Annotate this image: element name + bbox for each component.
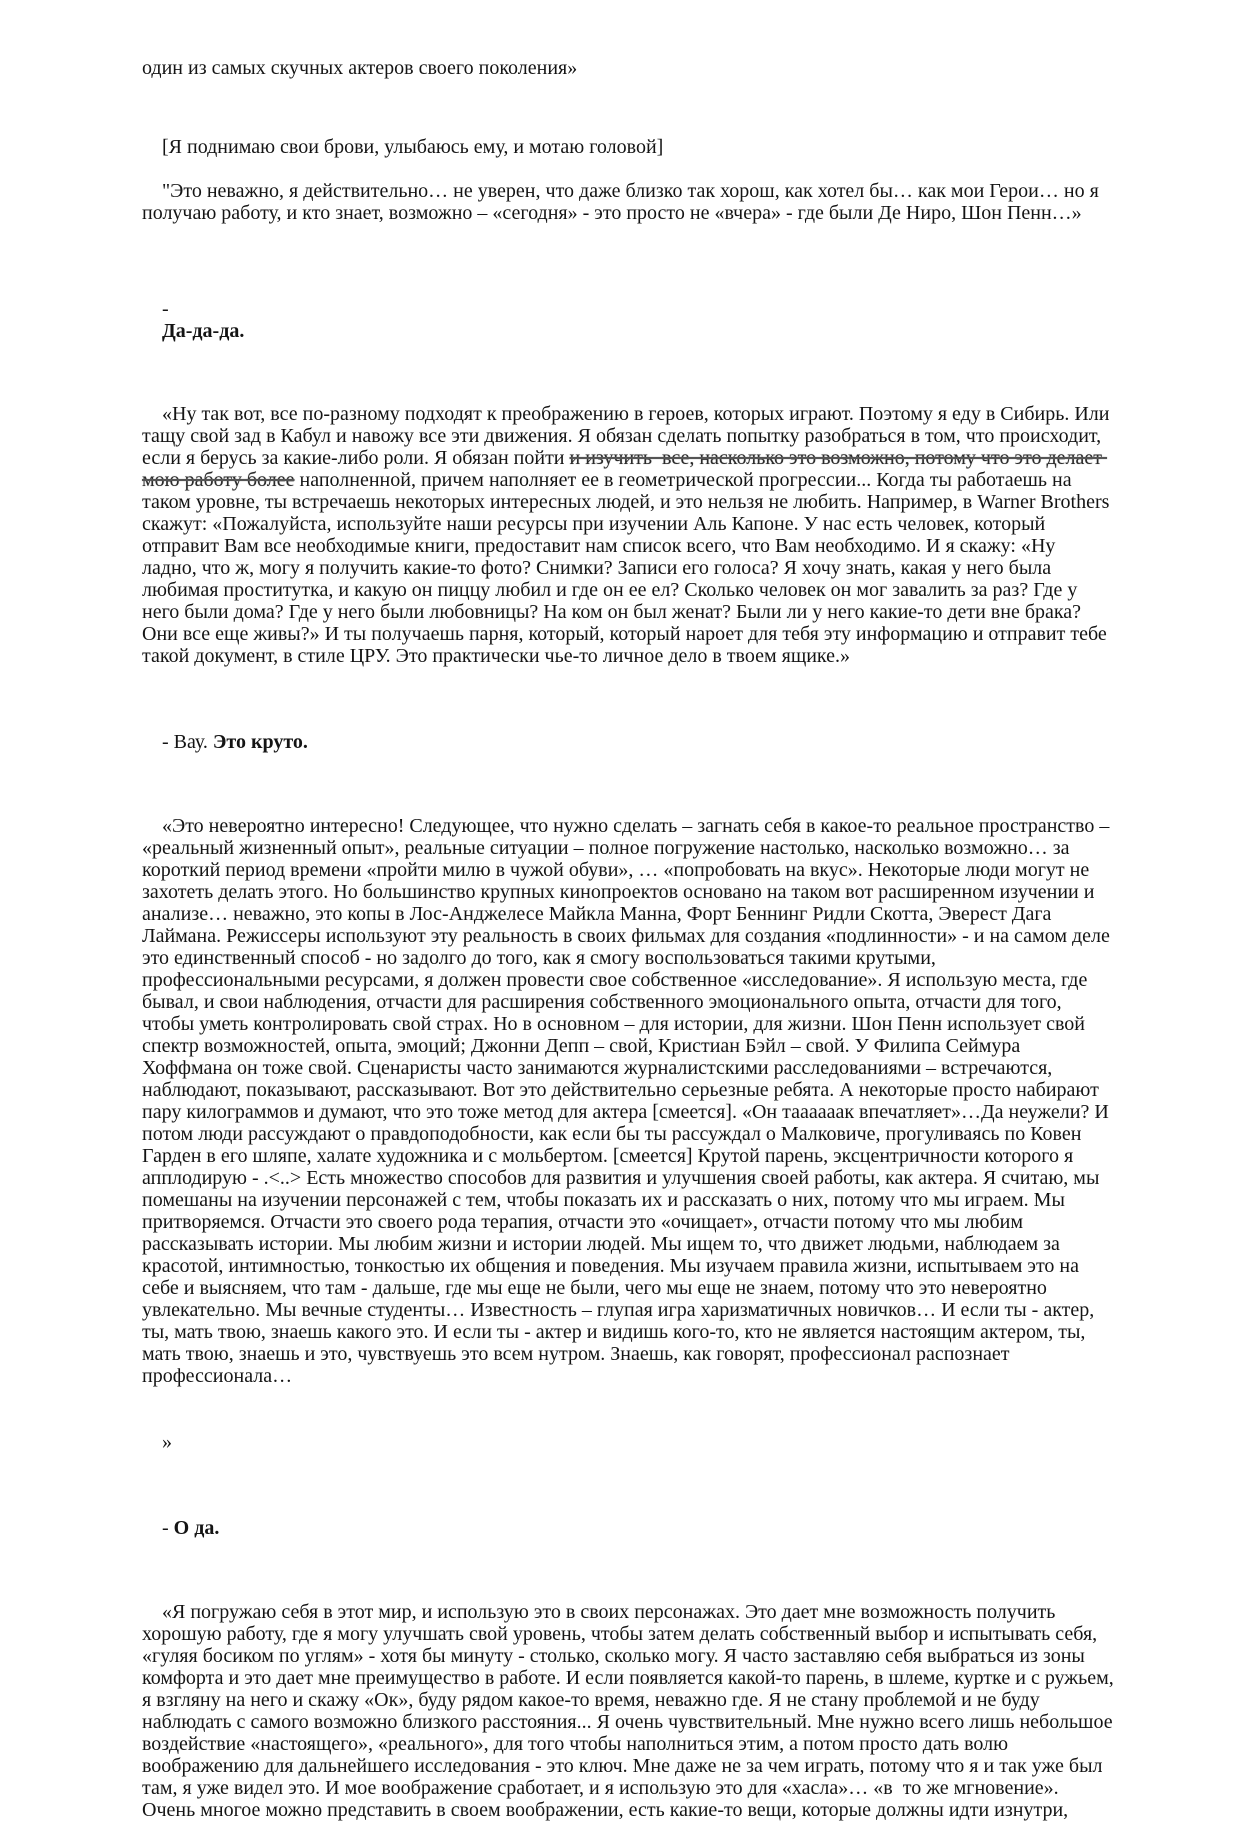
heading-dash: - [162,298,169,320]
intro-quote-text: "Это неважно, я действительно… не уверен, что даже близко так хорош, как хотел бы… как мои Герои… но я получаю работу, и кто знает, возможно – «сегодня» - это просто не «вчера» - где были Де Ниро, Шон Пенн…» [142,180,1104,224]
heading-oda-prefix: - [162,1517,174,1539]
stage-direction-line: [Я поднимаю свои брови, улыбаюсь ему, и мотаю головой] [162,136,664,158]
method-text: «Это невероятно интересно! Следующее, что нужно сделать – загнать себя в какое-то реальное пространство – «реальный жизненный опыт», реальные ситуации – полное погружение настолько, насколько возможно… за короткий период времени «пройти милю в чужой обуви», … «попробовать на вкус». Некоторые люди могут не захотеть делать этого. Но большинство крупных кинопроектов основано на таком вот расширенном изучении и анализе… неважно, это копы в Лос-Анджелесе Майкла Манна, Форт Беннинг Ридли Скотта, Эверест Дага Лаймана. Режиссеры используют эту реальность в своих фильмах для создания «подлинности» - и на самом деле это единственный способ - но задолго до того, как я смогу воспользоваться такими крутыми, профессиональными ресурсами, я должен провести свое собственное «исследование». Я использую места, где бывал, и свои наблюдения, отчасти для расширения собственного эмоционального опыта, отчасти для того, чтобы уметь контролировать свой страх. Но в основном – для истории, для жизни. Шон Пенн использует свой спектр возможностей, опыта, эмоций; Джонни Депп – свой, Кристиан Бэйл – свой. У Филипа Сеймура Хоффмана он тоже свой. Сценаристы часто занимаются журналистскими расследованиями – встречаются, наблюдают, показывают, рассказывают. Вот это действительно серьезные ребята. А некоторые просто набирают пару килограммов и думают, что это тоже метод для актера [смеется]. «Он таааааак впечатляет»…Да неужели? И потом люди рассуждают о правдоподобности, как если бы ты рассуждал о Малковиче, прогуливаясь по Ковен Гарден в его шляпе, халате художника и с мольбертом. [смеется] Крутой парень, эксцентричности которого я апплодирую - .<..> Есть множество способов для развития и улучшения своей работы, как актера. Я считаю, мы помешаны на изучении персонажей с тем, чтобы показать их и рассказать о них, потому что мы играем. Мы притворяемся. Отчасти это своего рода терапия, отчасти это «очищает», отчасти потому что мы любим рассказывать истории. Мы любим жизни и истории людей. Мы ищем то, что движет людьми, наблюдаем за красотой, интимностью, тонкостью их общения и поведения. Мы изучаем правила жизни, испытываем это на себе и выясняем, что там - дальше, где мы еще не были, чего мы еще не знаем, потому что это невероятно увлекательно. Мы вечные студенты… Известность – глупая игра харизматичных новичков… И если ты - актер, ты, мать твою, знаешь какого это. И если ты - актер и видишь кого-то, кто не является настоящим актером, ты, мать твою, знаешь и это, чувствуешь это всем нутром. Знаешь, как говорят, профессионал распознает профессионала… [142,815,1115,1387]
interviewer-heading-dada [142,276,1114,364]
actor-paragraph-immersion [142,1579,1119,1843]
immersion-text: «Я погружаю себя в этот мир, и использую это в своих персонажах. Это дает мне возможность получить хорошую работу, где я могу улучшать свой уровень, чтобы затем делать собственный выбор и испытывать себя, «гуляя босиком по углям» - хотя бы минуту - столько, сколько могу. Я часто заставляю себя выбраться из зоны комфорта и это дает мне преимущество в работе. И если появляется какой-то парень, в шлеме, куртке и с ружьем, я взгляну на него и скажу «Ок», буду рядом какое-то время, неважно где. Я не стану проблемой и не буду наблюдать с самого возможно близкого расстояния... Я очень чувствительный. Мне нужно всего лишь небольшое воздействие «настоящего», «реального», для того чтобы наполниться этим, а потом просто дать волю воображению для дальнейшего исследования - это ключ. Мне даже не за чем играть, потому что я и так уже был там, я уже видел это. И мое воображение сработает, и я использую это для «хасла»… «в то же мгновение». Очень многое можно представить в своем воображении, есть какие-то вещи, которые должны идти изнутри, [142,1601,1119,1821]
actor-paragraph-research [142,381,1114,689]
research-text-end: наполненной, причем наполняет ее в геометрической прогрессии... Когда ты работаешь на таком уровне, ты встречаешь некоторых интересных людей, и это нельзя не любить. Например, в Warner Brothers скажут: «Пожалуйста, используйте наши ресурсы при изучении Аль Капоне. У нас есть человек, который отправит Вам все необходимые книги, предоставит нам список всего, что Вам необходимо. И я скажу: «Ну ладно, что ж, могу я получить какие-то фото? Снимки? Записи его голоса? Я хочу знать, какая у него была любимая проститутка, и какую он пиццу любил и где он ее ел? Сколько человек он мог завалить за раз? Где у него были дома? Где у него были любовницы? На ком он был женат? Были ли у него какие-то дети вне брака? Они все еще живы?» И ты получаешь парня, который, который нароет для тебя эту информацию и отправит тебе такой документ, в стиле ЦРУ. Это практически чье-то личное дело в твоем ящике.» [142,469,1115,667]
closing-quote-text: » [162,1431,172,1453]
clipped-top-line-text: один из самых скучных актеров своего поколения» [142,64,578,79]
interviewer-heading-oda [142,1495,1114,1561]
heading-dada-label: Да-да-да. [162,320,245,342]
intro-paragraph [142,114,1114,246]
closing-quote-mark [142,1409,1114,1475]
heading-wow-prefix: - Вау. [162,731,213,753]
research-text-start: «Ну так вот, все по-разному подходят к преображению в героев, которых играют. Поэтому я еду в Сибирь. Или тащу свой зад в Кабул и навожу все эти движения. Я обязан сделать попытку разобраться в том, что происходит, если я берусь за какие-либо роли. Я обязан пойти [142,403,1115,469]
actor-paragraph-method [142,793,1114,1409]
document-text-column [142,0,1119,1843]
heading-oda-label: О да. [173,1517,220,1539]
interviewer-heading-wow [142,709,1114,775]
clipped-top-line [142,64,1114,84]
struck-text-line: и изучить все, насколько это возможно, потому что это делает мою работу более [142,447,1108,491]
heading-wow-label: Это круто. [212,731,308,753]
